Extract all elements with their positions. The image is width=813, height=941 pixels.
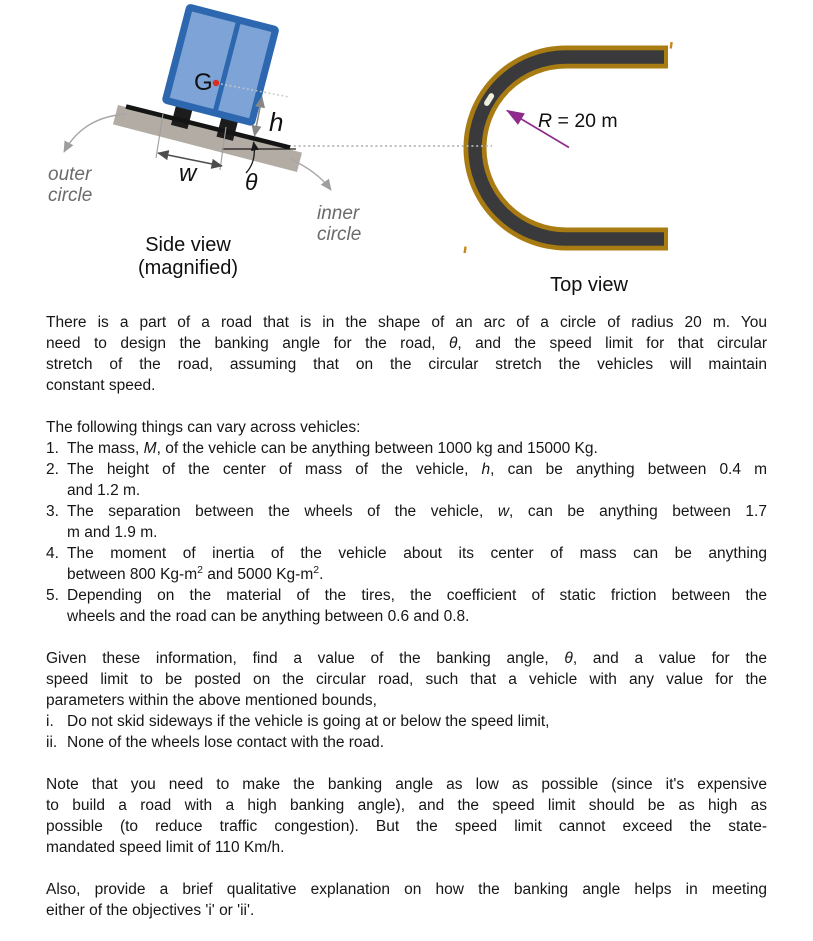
inner-circle-label-line1: inner: [317, 203, 360, 224]
list-item-number: 5.: [46, 587, 59, 604]
conditions-list: [46, 711, 767, 753]
paragraph-given: Given these information, find a value of the banking angle, θ, and a value for the speed limit to be posted on the circular road, such that a vehicle with any value for the parameters within the above mentioned bounds,: [46, 650, 767, 709]
tick-bottom-left: [463, 246, 466, 253]
vary-list: [46, 438, 767, 627]
top-view-diagram: [463, 42, 672, 296]
paragraph-note: Note that you need to make the banking angle as low as possible (since it's expensive to build a road with a high banking angle), and the speed limit should be as high as possible (to reduce traffic congestion). But the speed limit cannot exceed the state- mandated speed limit of 110 Km/h.: [46, 776, 767, 856]
vary-heading: The following things can vary across vehicles:: [46, 419, 361, 436]
outer-circle-label-line2: circle: [48, 185, 93, 206]
list-item: 4. The moment of inertia of the vehicle about its center of mass can be anything between 800 $Kg-m^2$ and 5000 $Kg-m^2$.: [46, 545, 767, 583]
paragraph-also: Also, provide a brief qualitative explanation on how the banking angle helps in meeting either of the objectives 'i' or 'ii'.: [46, 881, 767, 919]
theta-label: θ: [245, 169, 258, 195]
list-item-number: 4.: [46, 545, 59, 562]
tick-top-right: [670, 42, 673, 49]
condition-number: i.: [46, 713, 54, 730]
list-item-number: 1.: [46, 440, 59, 457]
center-of-mass-dot: [213, 80, 219, 86]
inner-circle-label-line2: circle: [317, 224, 362, 245]
list-item: 2. The height of the center of mass of the vehicle, h, can be anything between 0.4 m and 1.2 m.: [46, 461, 768, 499]
side-view-caption-line1: Side view: [145, 234, 231, 256]
list-item: 1. The mass, M, of the vehicle can be anything between 1000 kg and 15000 Kg.: [46, 440, 598, 457]
list-item-number: 3.: [46, 503, 59, 520]
w-label: w: [179, 160, 197, 187]
condition-item: ii. None of the wheels lose contact with the road.: [46, 734, 385, 751]
condition-item: i. Do not skid sideways if the vehicle is going at or below the speed limit,: [46, 713, 550, 730]
radius-label: R = 20 m: [538, 110, 618, 132]
top-view-caption: Top view: [550, 274, 628, 296]
road-pavement: [475, 57, 664, 239]
outer-circle-label-line1: outer: [48, 164, 92, 185]
problem-text: [46, 312, 767, 921]
list-item: 5. Depending on the material of the tires, the coefficient of static friction between the wheels and the road can be anything between 0.6 and 0.8.: [46, 587, 767, 625]
com-label: G: [194, 69, 213, 96]
side-view-caption-line2: (magnified): [137, 257, 239, 279]
h-label: h: [269, 107, 284, 137]
side-view-diagram: [48, 3, 361, 279]
list-item-number: 2.: [46, 461, 59, 478]
condition-number: ii.: [46, 734, 58, 751]
list-item: 3. The separation between the wheels of the vehicle, w, can be anything between 1.7 m and 1.9 m.: [46, 503, 767, 541]
paragraph-intro: There is a part of a road that is in the shape of an arc of a circle of radius 20 m. You need to design the banking angle for the road, θ, and the speed limit for that circular stretch of the road, assuming that on the circular stretch the vehicles will maintain constant speed.: [46, 314, 767, 394]
figure-banked-road: [0, 0, 813, 312]
